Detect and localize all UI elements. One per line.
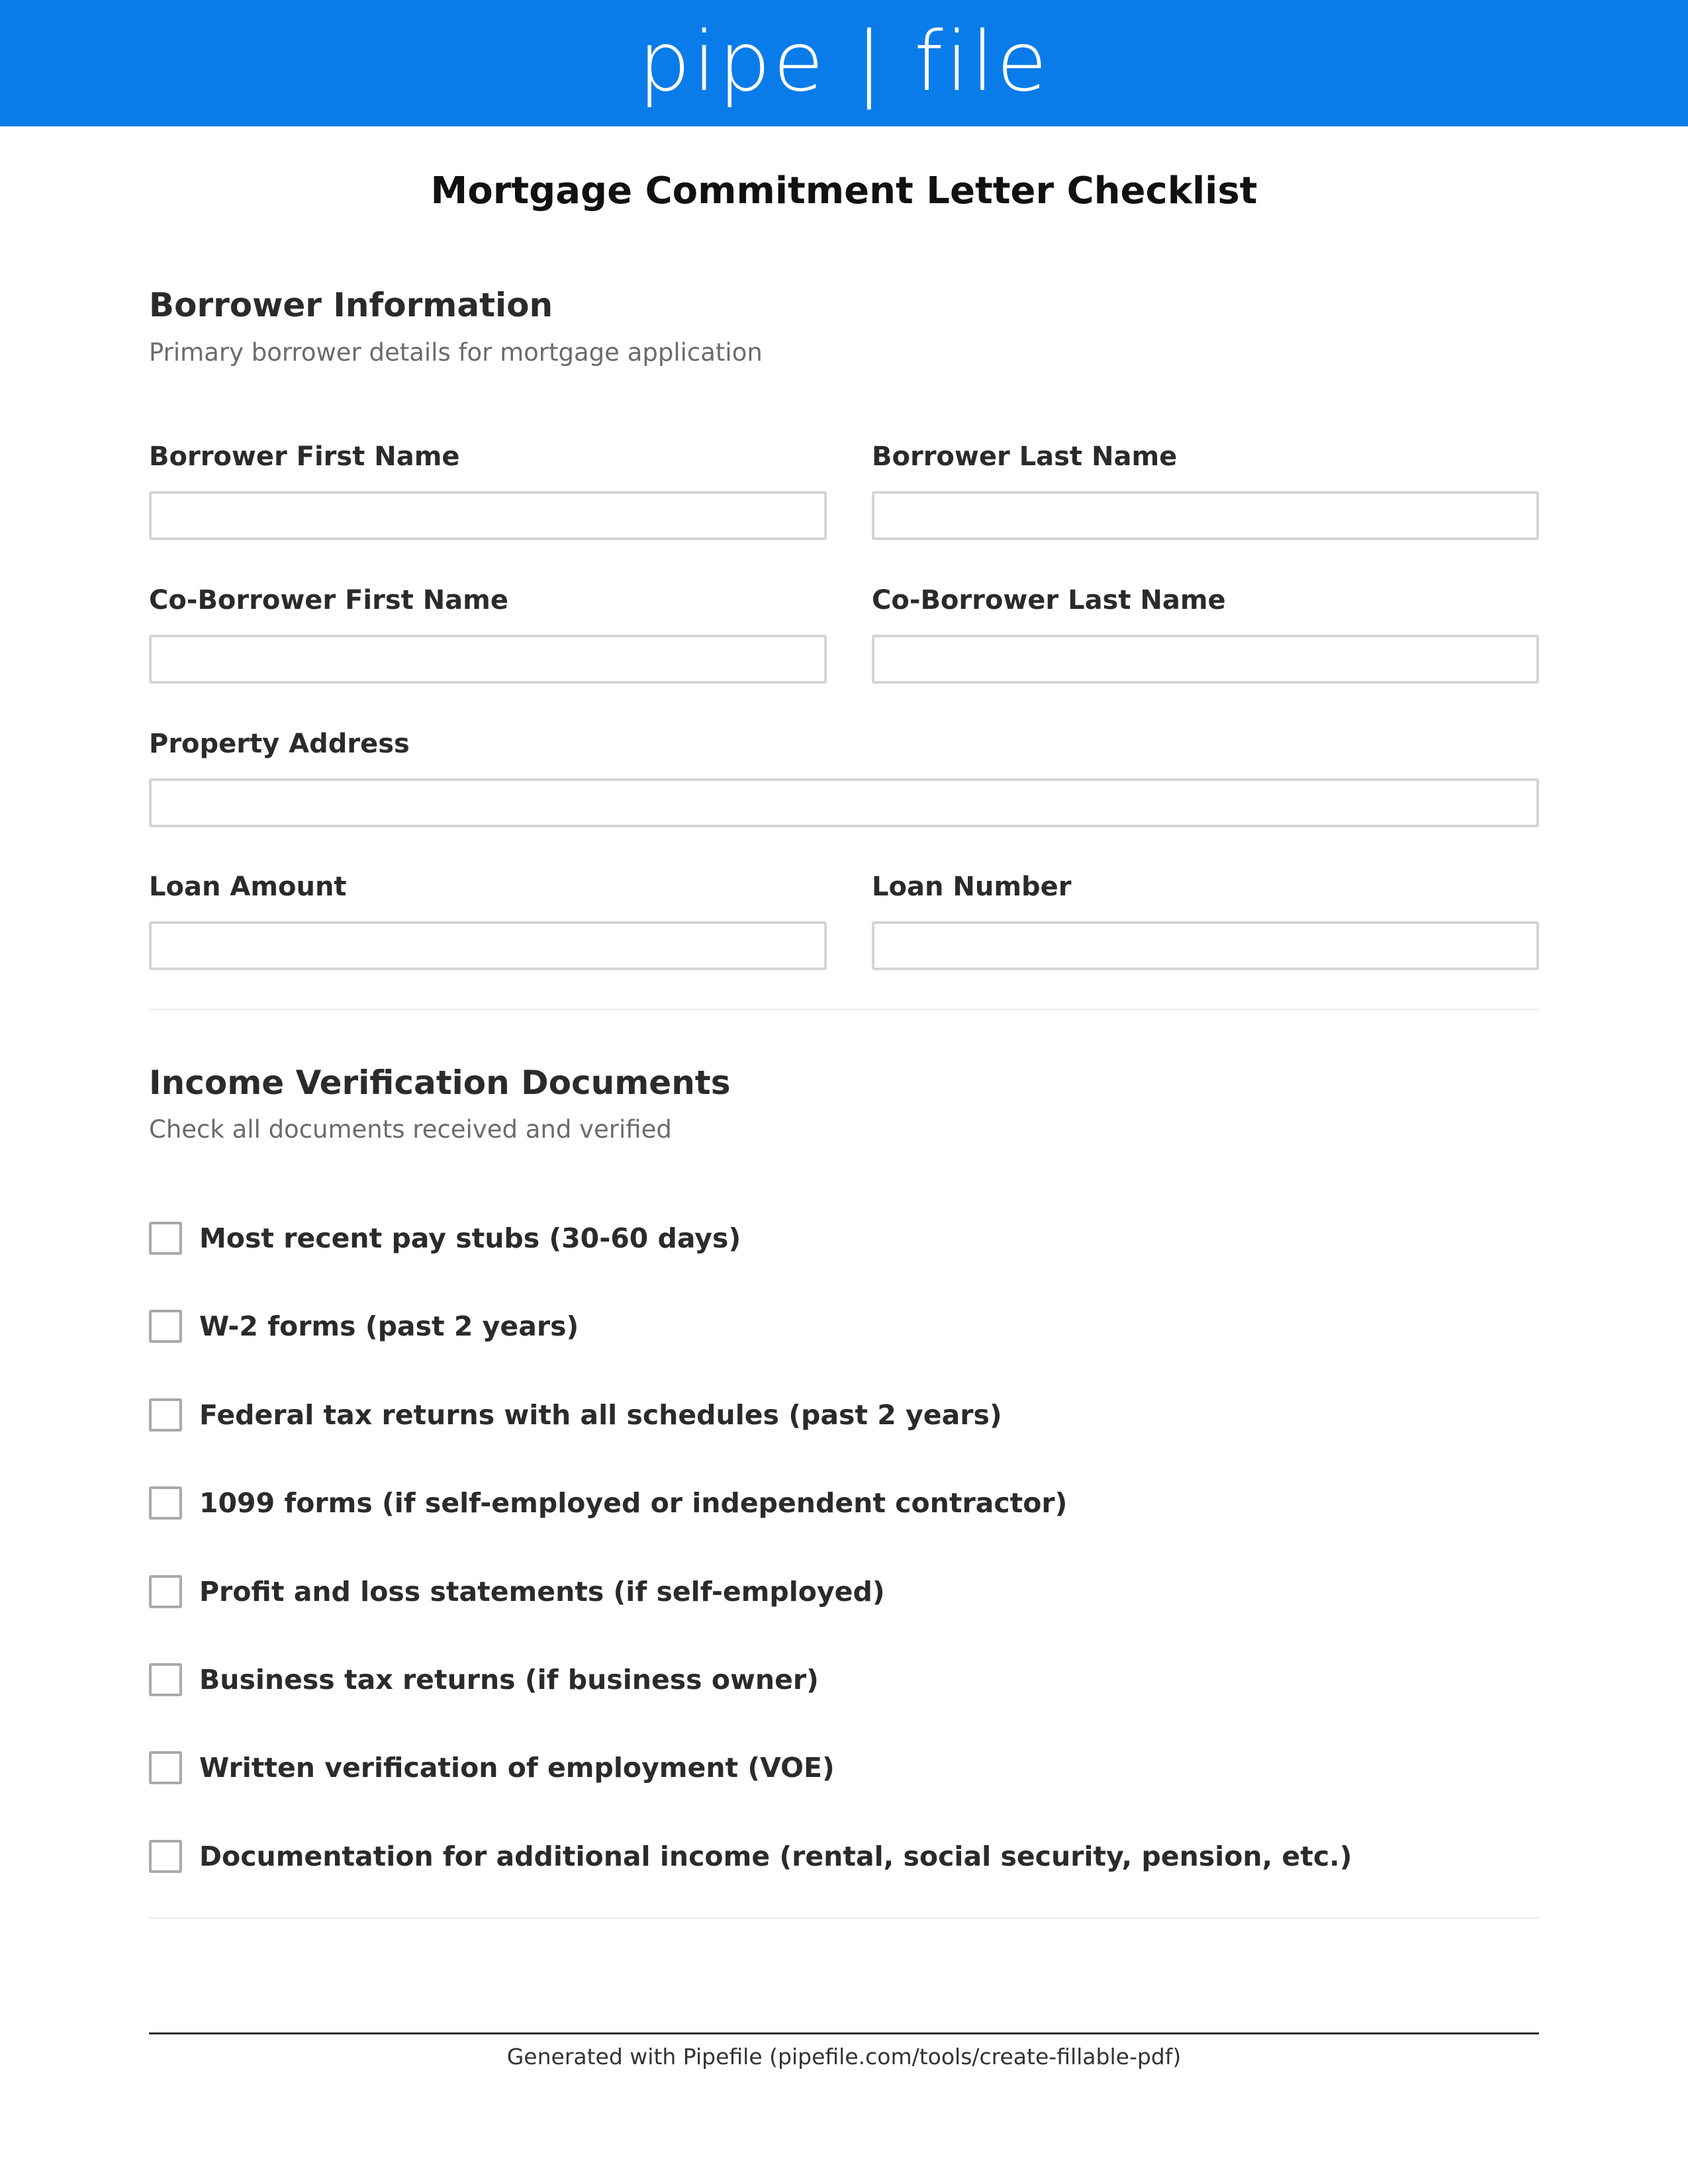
- checklist-item[interactable]: [149, 1748, 835, 1788]
- section-title-borrower: Borrower Information: [149, 286, 553, 324]
- co-borrower-last-name-label: Co-Borrower Last Name: [872, 585, 1226, 615]
- checkbox[interactable]: [149, 1575, 182, 1608]
- checkbox[interactable]: [149, 1751, 182, 1784]
- co-borrower-last-name-input[interactable]: [872, 635, 1539, 684]
- footer-rule: [149, 2032, 1539, 2034]
- section-divider: [149, 1917, 1539, 1919]
- checklist-item-label: Documentation for additional income (rental, social security, pension, etc.): [199, 1841, 1352, 1872]
- checkbox[interactable]: [149, 1486, 182, 1520]
- checklist-item[interactable]: [149, 1837, 1352, 1876]
- footer-text: Generated with Pipefile (pipefile.com/tools/create-fillable-pdf): [506, 2044, 1182, 2070]
- checklist-item-label: Profit and loss statements (if self-employed): [199, 1576, 885, 1608]
- borrower-first-name-input[interactable]: [149, 491, 827, 540]
- header-bar: [0, 0, 1688, 126]
- loan-number-input[interactable]: [872, 921, 1539, 970]
- borrower-last-name-label: Borrower Last Name: [872, 441, 1178, 472]
- checkbox[interactable]: [149, 1840, 182, 1873]
- property-address-label: Property Address: [149, 729, 410, 759]
- section-divider: [149, 1009, 1539, 1010]
- property-address-input[interactable]: [149, 778, 1539, 827]
- brand-logo: pipe | file: [638, 14, 1050, 110]
- loan-amount-label: Loan Amount: [149, 872, 347, 902]
- borrower-first-name-label: Borrower First Name: [149, 441, 460, 472]
- checklist-item[interactable]: [149, 1660, 819, 1700]
- checkbox[interactable]: [149, 1398, 182, 1432]
- borrower-last-name-input[interactable]: [872, 491, 1539, 540]
- checklist-item[interactable]: [149, 1572, 885, 1612]
- section-subtitle-income: Check all documents received and verified: [149, 1115, 672, 1144]
- checklist-item-label: Federal tax returns with all schedules (past 2 years): [199, 1399, 1002, 1431]
- section-subtitle-borrower: Primary borrower details for mortgage application: [149, 338, 763, 367]
- checkbox[interactable]: [149, 1310, 182, 1343]
- co-borrower-first-name-label: Co-Borrower First Name: [149, 585, 508, 615]
- section-title-income: Income Verification Documents: [149, 1064, 731, 1102]
- checklist-item[interactable]: [149, 1218, 741, 1258]
- checkbox[interactable]: [149, 1222, 182, 1255]
- checklist-item[interactable]: [149, 1483, 1067, 1523]
- checklist-item-label: Business tax returns (if business owner): [199, 1664, 819, 1696]
- document-title: Mortgage Commitment Letter Checklist: [430, 169, 1258, 212]
- checklist-item-label: Most recent pay stubs (30-60 days): [199, 1222, 741, 1254]
- checkbox[interactable]: [149, 1663, 182, 1696]
- checklist-item[interactable]: [149, 1306, 579, 1346]
- checklist-item-label: Written verification of employment (VOE): [199, 1752, 835, 1784]
- checklist-item-label: W-2 forms (past 2 years): [199, 1310, 579, 1342]
- loan-number-label: Loan Number: [872, 872, 1072, 902]
- checklist-item[interactable]: [149, 1395, 1002, 1435]
- loan-amount-input[interactable]: [149, 921, 827, 970]
- checklist-item-label: 1099 forms (if self-employed or independent contractor): [199, 1487, 1068, 1519]
- co-borrower-first-name-input[interactable]: [149, 635, 827, 684]
